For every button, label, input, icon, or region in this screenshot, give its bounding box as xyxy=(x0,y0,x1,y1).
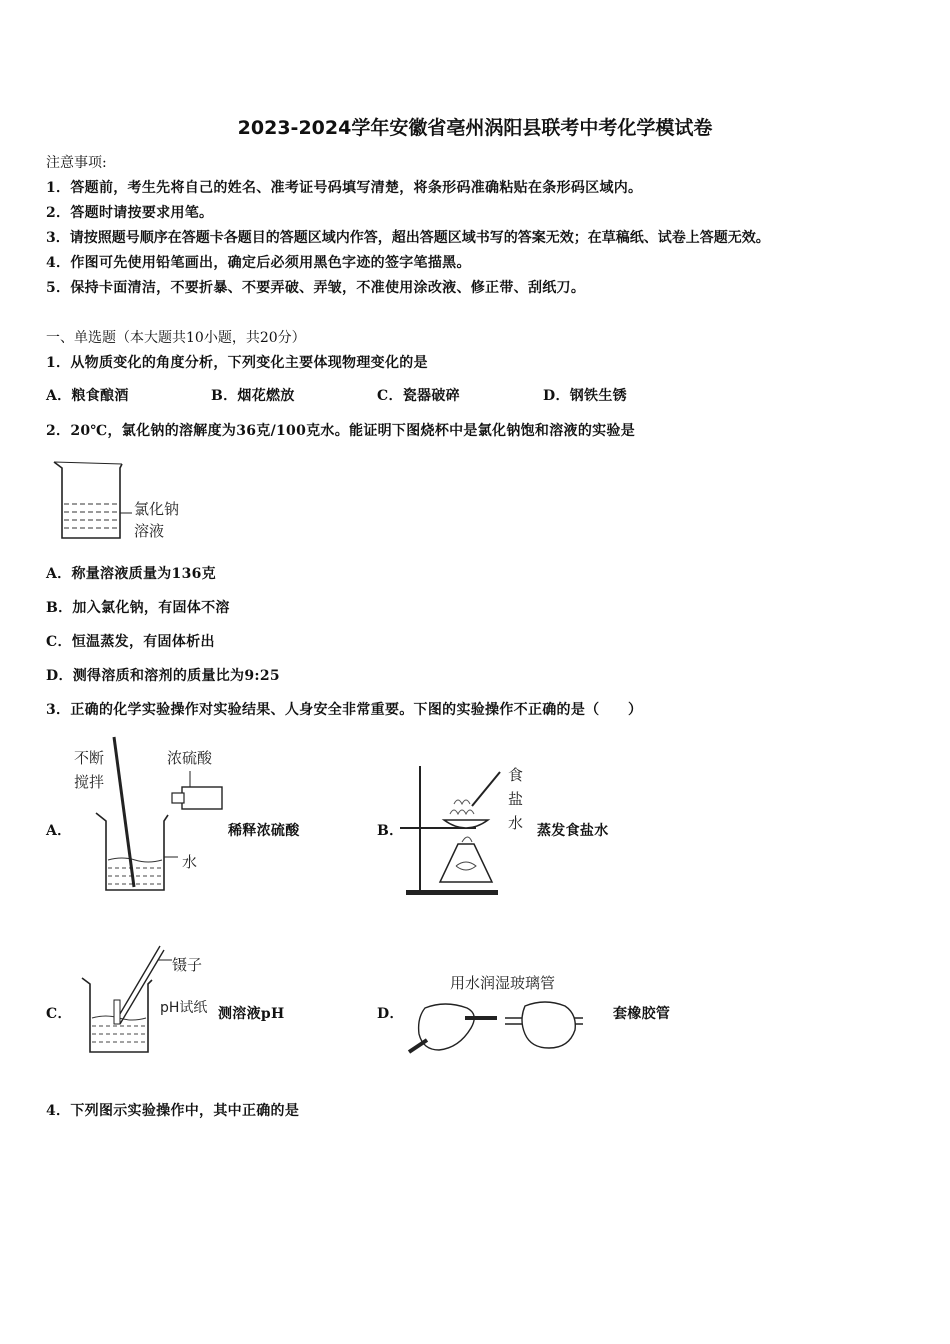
q3-a-label-stir1: 不断 xyxy=(74,749,105,767)
q2-fig-label-2: 溶液 xyxy=(134,522,165,540)
q2-fig-label-1: 氯化钠 xyxy=(134,500,180,518)
q1-option-d: D．钢铁生锈 xyxy=(543,388,627,404)
q1-option-c: C．瓷器破碎 xyxy=(377,388,460,404)
q3-figure-c xyxy=(78,940,228,1060)
q3-option-d-caption: 套橡胶管 xyxy=(613,1006,671,1022)
q3-option-d-letter: D． xyxy=(377,1006,404,1022)
q2-option-d: D．测得溶质和溶剂的质量比为9:25 xyxy=(46,668,280,684)
q3-b-label-3: 水 xyxy=(508,814,524,832)
q2-option-a: A．称量溶液质量为136克 xyxy=(46,566,216,582)
q3-stem: 3．正确的化学实验操作对实验结果、人身安全非常重要。下图的实验操作不正确的是（ ） xyxy=(46,702,643,718)
notice-heading: 注意事项: xyxy=(46,155,107,171)
q3-option-c-letter: C． xyxy=(46,1006,72,1022)
notice-item: 4．作图可先使用铅笔画出，确定后必须用黑色字迹的签字笔描黑。 xyxy=(46,255,471,271)
q3-d-label: 用水润湿玻璃管 xyxy=(450,974,556,992)
q3-option-c-caption: 测溶液pH xyxy=(218,1006,285,1022)
q2-stem: 2．20℃，氯化钠的溶解度为36克/100克水。能证明下图烧杯中是氯化钠饱和溶液的实验是 xyxy=(46,423,636,439)
q3-b-label-2: 盐 xyxy=(508,790,524,808)
notice-item: 2．答题时请按要求用笔。 xyxy=(46,205,214,221)
q2-option-b: B．加入氯化钠，有固体不溶 xyxy=(46,600,230,616)
q3-figure-d xyxy=(405,968,590,1063)
q3-c-label-ph: pH试纸 xyxy=(160,1000,208,1016)
q3-a-label-stir2: 搅拌 xyxy=(74,773,105,791)
q1-option-b: B．烟花燃放 xyxy=(211,388,295,404)
q3-c-label-tweezers: 镊子 xyxy=(172,956,203,974)
q1-stem: 1．从物质变化的角度分析，下列变化主要体现物理变化的是 xyxy=(46,355,428,371)
q3-figure-b xyxy=(400,760,540,900)
q4-stem: 4．下列图示实验操作中，其中正确的是 xyxy=(46,1103,300,1119)
q3-figure-a xyxy=(72,735,232,895)
q3-a-label-water: 水 xyxy=(182,853,198,871)
q3-option-b-letter: B． xyxy=(377,823,404,839)
q2-option-c: C．恒温蒸发，有固体析出 xyxy=(46,634,215,650)
notice-item: 3．请按照题号顺序在答题卡各题目的答题区域内作答，超出答题区域书写的答案无效；在草稿纸、试卷上答题无效。 xyxy=(46,230,770,246)
q3-b-label-1: 食 xyxy=(508,766,524,784)
q3-option-a-letter: A． xyxy=(46,823,72,839)
page-title: 2023-2024学年安徽省亳州涡阳县联考中考化学模试卷 xyxy=(237,117,713,139)
q3-option-b-caption: 蒸发食盐水 xyxy=(537,823,609,839)
q2-beaker-figure xyxy=(50,458,210,548)
q3-a-label-acid: 浓硫酸 xyxy=(167,749,213,767)
notice-item: 5．保持卡面清洁，不要折暴、不要弄破、弄皱，不准使用涂改液、修正带、刮纸刀。 xyxy=(46,280,586,296)
q1-option-a: A．粮食酿酒 xyxy=(46,388,129,404)
q3-option-a-caption: 稀释浓硫酸 xyxy=(228,823,300,839)
section-heading: 一、单选题（本大题共10小题，共20分） xyxy=(46,330,306,346)
notice-item: 1．答题前，考生先将自己的姓名、准考证号码填写清楚，将条形码准确粘贴在条形码区域内。 xyxy=(46,180,643,196)
